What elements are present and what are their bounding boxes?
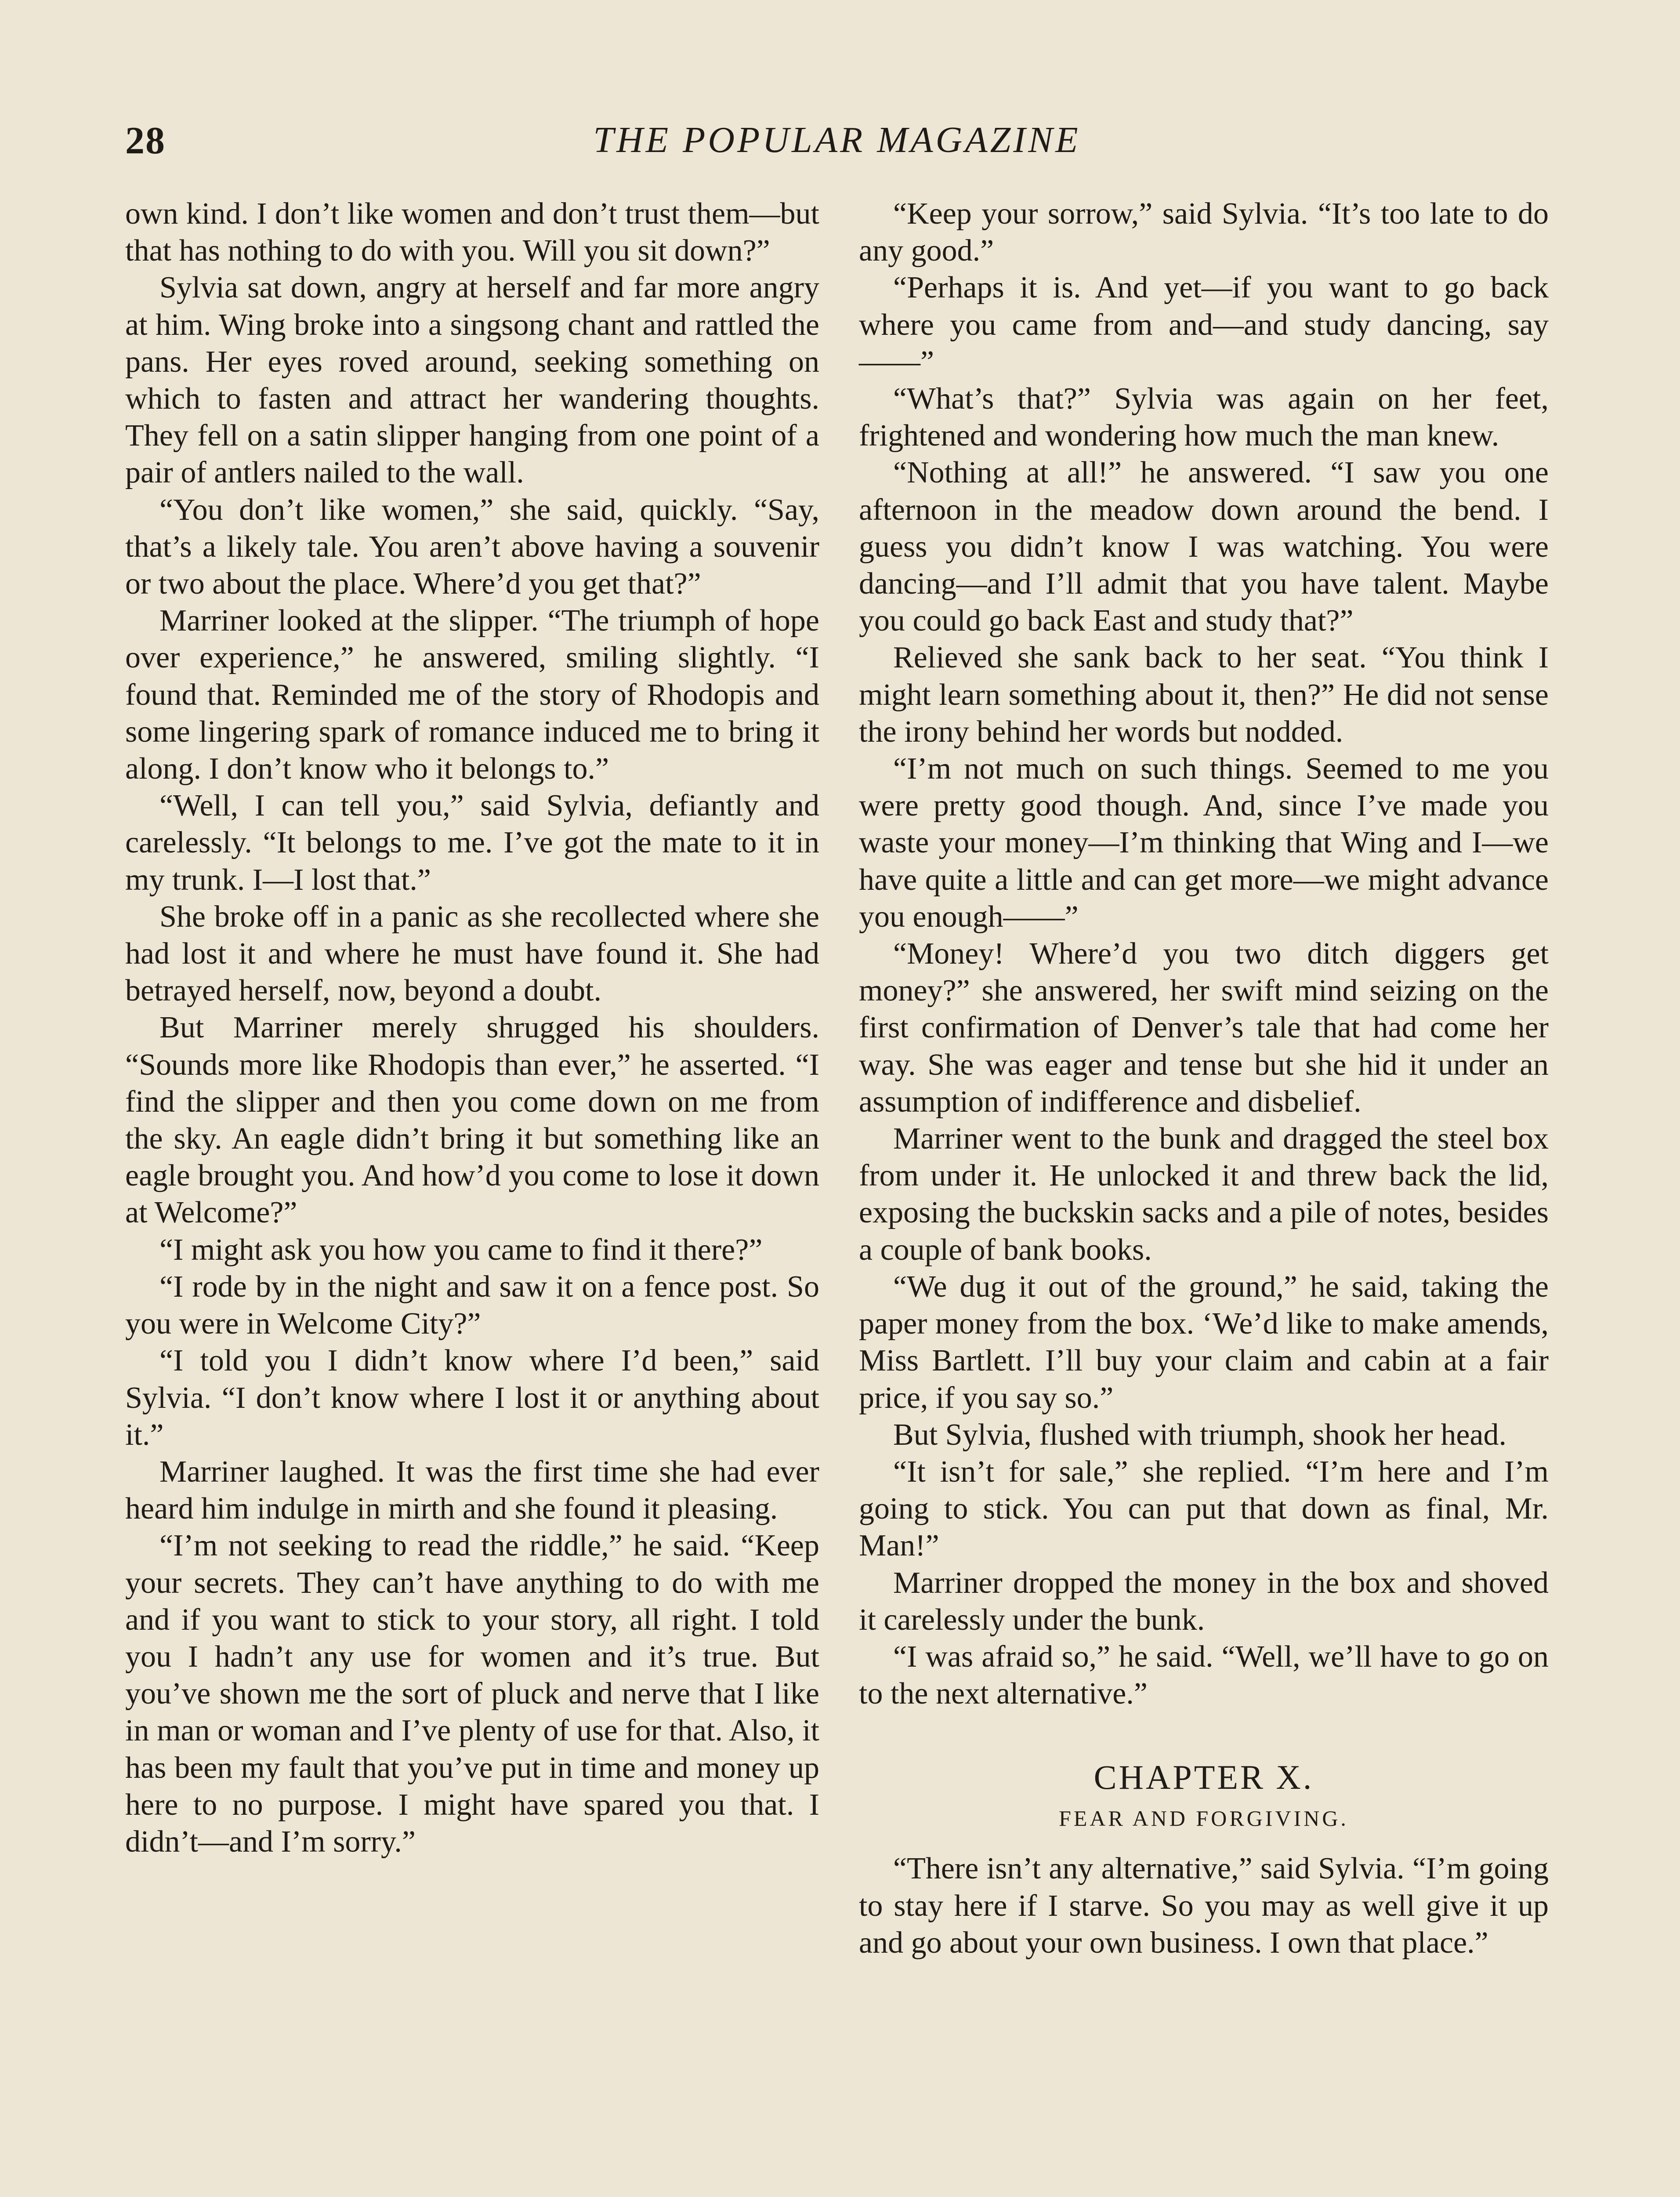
paragraph: Sylvia sat down, angry at herself and far more angry at him. Wing broke into a singsong chant and rattled the pans. Her eyes roved around, seeking something on which to fasten and attract her wandering thoughts. They fell on a satin slipper hanging from one point of a pair of antlers nailed to the wall. (125, 271, 819, 490)
page-header (125, 119, 1549, 167)
paragraph: “I rode by in the night and saw it on a fence post. So you were in Welcome City?” (125, 1269, 819, 1341)
paragraph: “It isn’t for sale,” she replied. “I’m here and I’m going to stick. You can put that down as final, Mr. Man!” (859, 1454, 1549, 1563)
paragraph: “There isn’t any alternative,” said Sylvia. “I’m going to stay here if I starve. So you may as well give it up and go about your own business. I own that place.” (859, 1852, 1549, 1960)
paragraph: “You don’t like women,” she said, quickly. “Say, that’s a likely tale. You aren’t above having a souvenir or two about the place. Where’d you get that?” (125, 493, 819, 601)
paragraph: “I’m not much on such things. Seemed to me you were pretty good though. And, since I’ve made you waste your money—I’m thinking that Wing and I—we have quite a little and can get more—we might advance you enough——” (859, 752, 1549, 934)
paragraph: own kind. I don’t like women and don’t trust them—but that has nothing to do with you. Will you sit down?” (125, 197, 819, 268)
paragraph: Marriner laughed. It was the first time she had ever heard him indulge in mirth and she found it pleasing. (125, 1454, 819, 1526)
paragraph: She broke off in a panic as she recollected where she had lost it and where he must have found it. She had betrayed herself, now, beyond a doubt. (125, 899, 819, 1008)
paragraph: “Money! Where’d you two ditch diggers get money?” she answered, her swift mind seizing on the first confirmation of Denver’s tale that had come her way. She was eager and tense but she hid it under an assumption of indifference and disbelief. (859, 937, 1549, 1119)
right-column (859, 196, 1549, 1961)
paragraph: Marriner dropped the money in the box and shoved it carelessly under the bunk. (859, 1566, 1549, 1637)
paragraph: “I’m not seeking to read the riddle,” he said. “Keep your secrets. They can’t have anything to do with me and if you want to stick to your story, all right. I told you I hadn’t any use for women and it’s true. But you’ve shown me the sort of pluck and nerve that I like in man or woman and I’ve plenty of use for that. Also, it has been my fault that you’ve put in time and money up here to no purpose. I might have spared you that. I didn’t—and I’m sorry.” (125, 1529, 819, 1859)
page-number: 28 (125, 120, 166, 162)
paragraph: “I told you I didn’t know where I’d been,” said Sylvia. “I don’t know where I lost it or anything about it.” (125, 1344, 819, 1452)
paragraph: “Perhaps it is. And yet—if you want to go back where you came from and—and study dancing, say——” (859, 271, 1549, 379)
paragraph: “What’s that?” Sylvia was again on her feet, frightened and wondering how much the man knew. (859, 382, 1549, 453)
paragraph: “Nothing at all!” he answered. “I saw you one afternoon in the meadow down around the bend. I guess you didn’t know I was watching. You were dancing—and I’ll admit that you have talent. Maybe you could go back East and study that?” (859, 456, 1549, 638)
paragraph: “Keep your sorrow,” said Sylvia. “It’s too late to do any good.” (859, 197, 1549, 268)
paragraph: “Well, I can tell you,” said Sylvia, defiantly and carelessly. “It belongs to me. I’ve got the mate to it in my trunk. I—I lost that.” (125, 789, 819, 897)
paragraph: Marriner went to the bunk and dragged the steel box from under it. He unlocked it and threw back the lid, exposing the buckskin sacks and a pile of notes, besides a couple of bank books. (859, 1122, 1549, 1267)
chapter-heading: CHAPTER X. (1093, 1758, 1314, 1797)
paragraph: “I might ask you how you came to find it there?” (159, 1233, 763, 1267)
left-column (125, 196, 819, 1860)
running-title: THE POPULAR MAGAZINE (593, 120, 1081, 160)
paragraph: Marriner looked at the slipper. “The triumph of hope over experience,” he answered, smiling slightly. “I found that. Reminded me of the story of Rhodopis and some lingering spark of romance induced me to bring it along. I don’t know who it belongs to.” (125, 604, 819, 786)
paragraph: Relieved she sank back to her seat. “You think I might learn something about it, then?” He did not sense the irony behind her words but nodded. (859, 641, 1549, 749)
paragraph: But Marriner merely shrugged his shoulders. “Sounds more like Rhodopis than ever,” he asserted. “I find the slipper and then you come down on me from the sky. An eagle didn’t bring it but something like an eagle brought you. And how’d you come to lose it down at Welcome?” (125, 1011, 819, 1230)
chapter-subtitle: FEAR AND FORGIVING. (1059, 1806, 1349, 1831)
paragraph: “We dug it out of the ground,” he said, taking the paper money from the box. ‘We’d like to make amends, Miss Bartlett. I’ll buy your claim and cabin at a fair price, if you say so.” (859, 1269, 1549, 1415)
paragraph: “I was afraid so,” he said. “Well, we’ll have to go on to the next alternative.” (859, 1639, 1549, 1711)
paragraph: But Sylvia, flushed with triumph, shook her head. (893, 1418, 1506, 1452)
